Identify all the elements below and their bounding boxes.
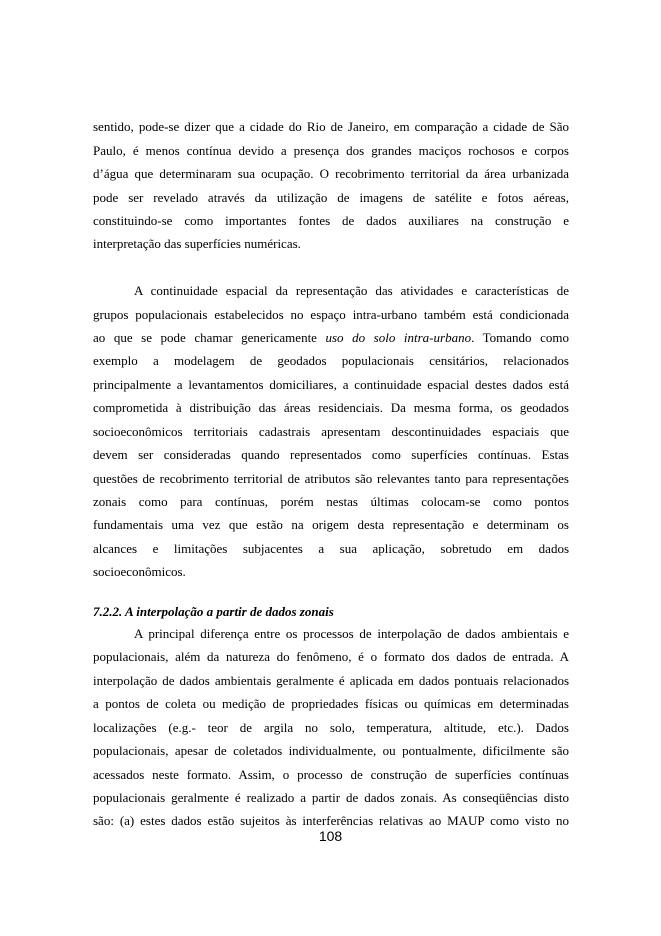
paragraph-line: d’água que determinaram sua ocupação. O recobrimento territorial da área urbanizada xyxy=(93,166,569,181)
paragraph-line: comprometida à distribuição das áreas residenciais. Da mesma forma, os geodados xyxy=(93,400,569,415)
paragraph-line: populacionais, apesar de coletados individualmente, ou pontualmente, dificilmente são xyxy=(93,743,569,758)
paragraph-line: socioeconômicos. xyxy=(93,564,186,579)
paragraph-line xyxy=(93,330,569,346)
paragraph-line: a pontos de coleta ou medição de propriedades físicas ou químicas em determinadas xyxy=(93,696,569,711)
italic-term: uso do solo intra-urbano xyxy=(325,330,472,345)
paragraph-line: A principal diferença entre os processos de interpolação de dados ambientais e xyxy=(134,626,569,641)
paragraph-line: socioeconômicos territoriais cadastrais apresentam descontinuidades espaciais que xyxy=(93,424,569,439)
paragraph-line: interpretação das superfícies numéricas. xyxy=(93,236,301,251)
paragraph-line: interpolação de dados ambientais geralmente é aplicada em dados pontuais relacionados xyxy=(93,673,569,688)
paragraph-line: zonais como para contínuas, porém nestas últimas colocam-se como pontos xyxy=(93,494,569,509)
paragraph-line: alcances e limitações subjacentes a sua aplicação, sobretudo em dados xyxy=(93,541,569,556)
paragraph-line: questões de recobrimento territorial de atributos são relevantes tanto para representações xyxy=(93,471,569,486)
paragraph-line: Paulo, é menos contínua devido a presença dos grandes maciços rochosos e corpos xyxy=(93,143,569,158)
paragraph-line: grupos populacionais estabelecidos no espaço intra-urbano também está condicionada xyxy=(93,307,569,322)
paragraph-line: pode ser revelado através da utilização de imagens de satélite e fotos aéreas, xyxy=(93,190,569,205)
paragraph-line: principalmente a levantamentos domiciliares, a continuidade espacial destes dados está xyxy=(93,377,569,392)
section-heading: 7.2.2. A interpolação a partir de dados zonais xyxy=(93,604,334,619)
text-run: ao que se pode chamar genericamente xyxy=(93,330,326,345)
paragraph-line: devem ser consideradas quando representados como superfícies contínuas. Estas xyxy=(93,447,569,462)
paragraph-line: sentido, pode-se dizer que a cidade do Rio de Janeiro, em comparação a cidade de São xyxy=(93,119,569,134)
paragraph-line: populacionais, além da natureza do fenômeno, é o formato dos dados de entrada. A xyxy=(93,649,569,664)
paragraph-line: populacionais geralmente é realizado a partir de dados zonais. As conseqüências disto xyxy=(93,790,569,805)
paragraph-line: localizações (e.g.- teor de argila no solo, temperatura, altitude, etc.). Dados xyxy=(93,720,569,735)
paragraph-line: fundamentais uma vez que estão na origem desta representação e determinam os xyxy=(93,517,569,532)
paragraph-line: acessados neste formato. Assim, o processo de construção de superfícies contínuas xyxy=(93,767,569,782)
page-number: 108 xyxy=(318,828,343,844)
paragraph-line: constituindo-se como importantes fontes de dados auxiliares na construção e xyxy=(93,213,569,228)
paragraph-line: são: (a) estes dados estão sujeitos às interferências relativas ao MAUP como visto no xyxy=(93,813,569,828)
paragraph-line: A continuidade espacial da representação das atividades e características de xyxy=(134,283,569,298)
text-run: . Tomando como xyxy=(471,330,569,345)
paragraph-line: exemplo a modelagem de geodados populacionais censitários, relacionados xyxy=(93,353,569,368)
